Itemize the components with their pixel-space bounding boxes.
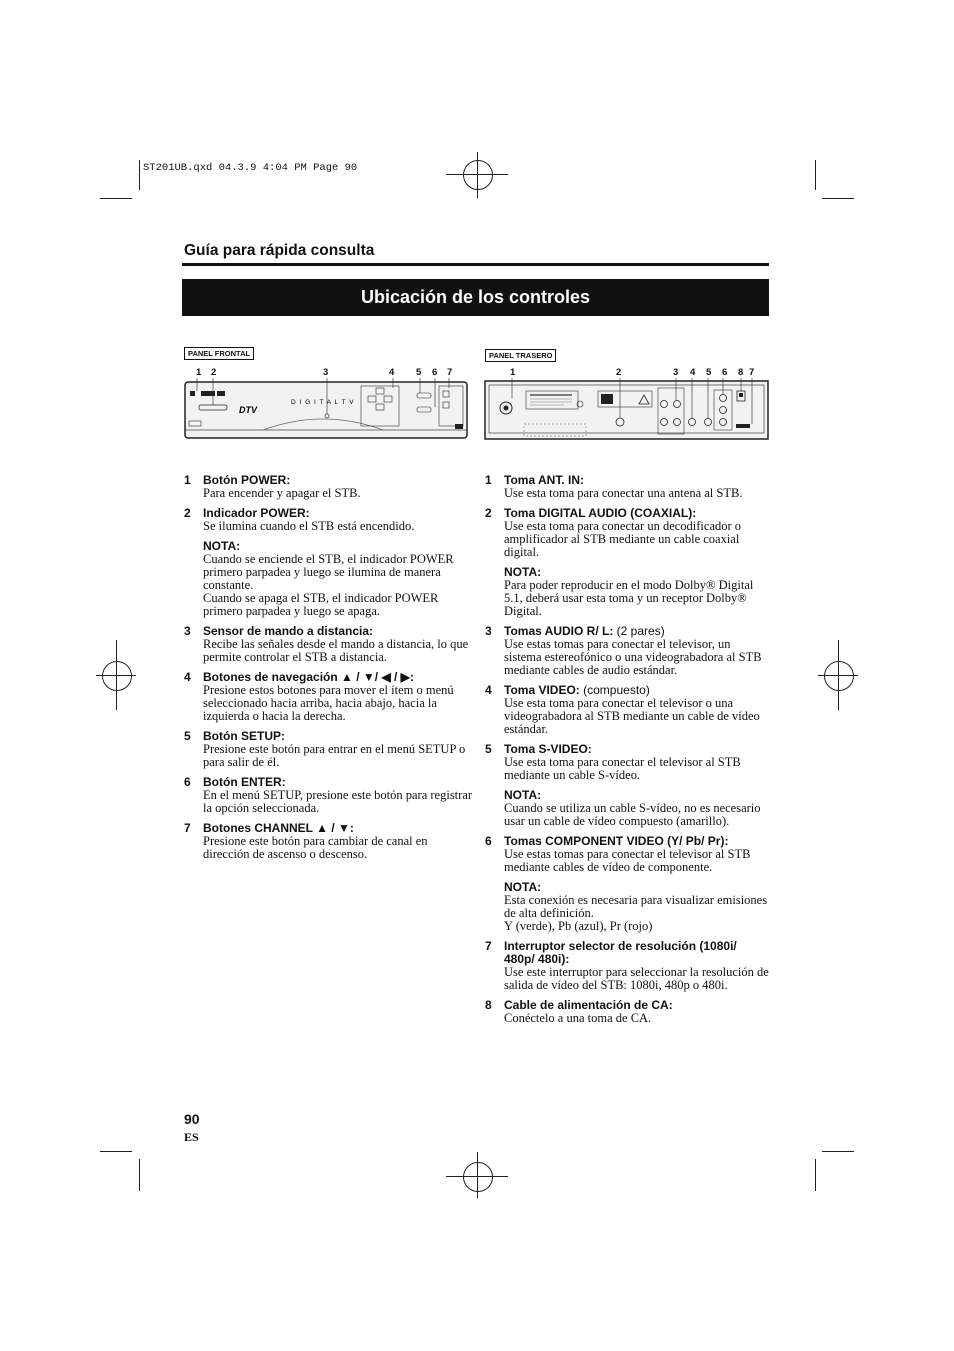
crop-mark bbox=[815, 1159, 816, 1191]
callout-number: 3 bbox=[673, 367, 679, 378]
note-heading: NOTA: bbox=[504, 788, 542, 802]
file-slug: ST201UB.qxd 04.3.9 4:04 PM Page 90 bbox=[143, 162, 358, 174]
page-title: Ubicación de los controles bbox=[182, 279, 769, 316]
list-item: 2 Toma DIGITAL AUDIO (COAXIAL): Use esta toma para conectar un decodificador o amplificador al STB mediante un cable coaxial digital. NOTA: Para poder reproducir en el modo Dolby® Digital 5.1, deberá usar esta toma y un receptor Dolby® Digital. bbox=[485, 507, 770, 618]
list-item: 3 Sensor de mando a distancia: Recibe las señales desde el mando a distancia, lo que permite controlar el STB a distancia. bbox=[184, 624, 469, 664]
rear-panel-descriptions bbox=[485, 474, 770, 1032]
rear-panel-label: PANEL TRASERO bbox=[485, 349, 556, 362]
crop-mark bbox=[815, 160, 816, 190]
callout-number: 2 bbox=[616, 367, 622, 378]
list-item: 5 Toma S-VIDEO: Use esta toma para conectar el televisor al STB mediante un cable S-vídeo. NOTA: Cuando se utiliza un cable S-vídeo, no es necesario usar un cable de vídeo compuesto (amarillo). bbox=[485, 743, 770, 828]
callout-number: 7 bbox=[749, 367, 755, 378]
rear-panel-illustration bbox=[484, 378, 770, 442]
list-item: 3 Tomas AUDIO R/ L: (2 pares) Use estas tomas para conectar el televisor, un sistema estereofónico o una videograbadora al STB mediante cables de audio estándar. bbox=[485, 624, 762, 677]
list-item: 1 Botón POWER: Para encender y apagar el STB. bbox=[184, 473, 361, 500]
callout-number: 7 bbox=[447, 367, 453, 378]
list-item: 4 Botones de navegación ▲ / ▼/ ◀ / ▶: Presione estos botones para mover el ítem o menú seleccionado hacia arriba, hacia abajo, hacia la izquierda o hacia la derecha. bbox=[184, 670, 454, 723]
digital-tv-lettering: D I G I T A L T V bbox=[291, 399, 355, 406]
front-panel-descriptions bbox=[184, 474, 474, 868]
list-item: 4 Toma VIDEO: (compuesto) Use esta toma para conectar el televisor o una videograbadora al STB mediante un cable de vídeo estándar. bbox=[485, 683, 760, 736]
list-item: 6 Botón ENTER: En el menú SETUP, presione este botón para registrar la opción seleccionada. bbox=[184, 775, 473, 815]
note-text: Cuando se apaga el STB, el indicador POWER primero parpadea y luego se apaga. bbox=[203, 591, 439, 618]
crop-mark bbox=[100, 1151, 132, 1152]
note-text: Y (verde), Pb (azul), Pr (rojo) bbox=[504, 919, 653, 933]
header-rule bbox=[182, 263, 769, 266]
crop-mark bbox=[139, 1159, 140, 1191]
note-heading: NOTA: bbox=[504, 880, 542, 894]
callout-number: 2 bbox=[211, 367, 217, 378]
list-item: 7 Interruptor selector de resolución (1080i/ 480p/ 480i): Use este interruptor para seleccionar la resolución de salida de vídeo del STB: 1080i, 480p o 480i. bbox=[485, 939, 769, 992]
list-item: 2 Indicador POWER: Se ilumina cuando el STB está encendido. NOTA: Cuando se enciende el STB, el indicador POWER primero parpadea y luego se ilumina de manera constante. Cuando se apaga el STB, el indicador POWER primero parpadea y luego se apaga. bbox=[184, 507, 474, 618]
callout-number: 4 bbox=[389, 367, 395, 378]
callout-number: 6 bbox=[432, 367, 438, 378]
callout-number: 5 bbox=[706, 367, 712, 378]
page-number: 90 bbox=[184, 1111, 200, 1127]
crop-mark bbox=[822, 1151, 854, 1152]
section-header: Guía para rápida consulta bbox=[184, 242, 375, 259]
crop-mark bbox=[100, 198, 132, 199]
note-text: Cuando se utiliza un cable S-vídeo, no es necesario usar un cable de vídeo compuesto (amarillo). bbox=[504, 801, 761, 828]
crop-mark bbox=[139, 160, 140, 190]
callout-number: 5 bbox=[416, 367, 422, 378]
front-panel-illustration bbox=[183, 378, 469, 442]
dtv-logo: DTV bbox=[239, 405, 257, 415]
callout-number: 1 bbox=[510, 367, 516, 378]
callout-number: 1 bbox=[196, 367, 202, 378]
list-item: 8 Cable de alimentación de CA: Conéctelo a una toma de CA. bbox=[485, 998, 673, 1025]
front-panel-label: PANEL FRONTAL bbox=[184, 347, 254, 360]
list-item: 6 Tomas COMPONENT VIDEO (Y/ Pb/ Pr): Use estas tomas para conectar el televisor al STB mediante cables de vídeo de componente. NOTA: Esta conexión es necesaria para visualizar emisiones de alta definición. Y (verde), Pb (azul), Pr (rojo) bbox=[485, 835, 770, 933]
language-code: ES bbox=[184, 1130, 199, 1144]
list-item: 5 Botón SETUP: Presione este botón para entrar en el menú SETUP o para salir de él. bbox=[184, 729, 466, 769]
callout-number: 4 bbox=[690, 367, 696, 378]
note-text: Esta conexión es necesaria para visualizar emisiones de alta definición. bbox=[504, 893, 768, 920]
note-text: Cuando se enciende el STB, el indicador POWER primero parpadea y luego se ilumina de manera constante. bbox=[203, 552, 454, 592]
callout-number: 8 bbox=[738, 367, 744, 378]
callout-number: 3 bbox=[323, 367, 329, 378]
note-heading: NOTA: bbox=[504, 565, 542, 579]
note-text: Para poder reproducir en el modo Dolby® Digital 5.1, deberá usar esta toma y un receptor Dolby® Digital. bbox=[504, 578, 754, 618]
note-heading: NOTA: bbox=[203, 539, 241, 553]
list-item: 1 Toma ANT. IN: Use esta toma para conectar una antena al STB. bbox=[485, 473, 743, 500]
list-item: 7 Botones CHANNEL ▲ / ▼: Presione este botón para cambiar de canal en dirección de ascenso o descenso. bbox=[184, 821, 428, 861]
callout-number: 6 bbox=[722, 367, 728, 378]
crop-mark bbox=[822, 198, 854, 199]
